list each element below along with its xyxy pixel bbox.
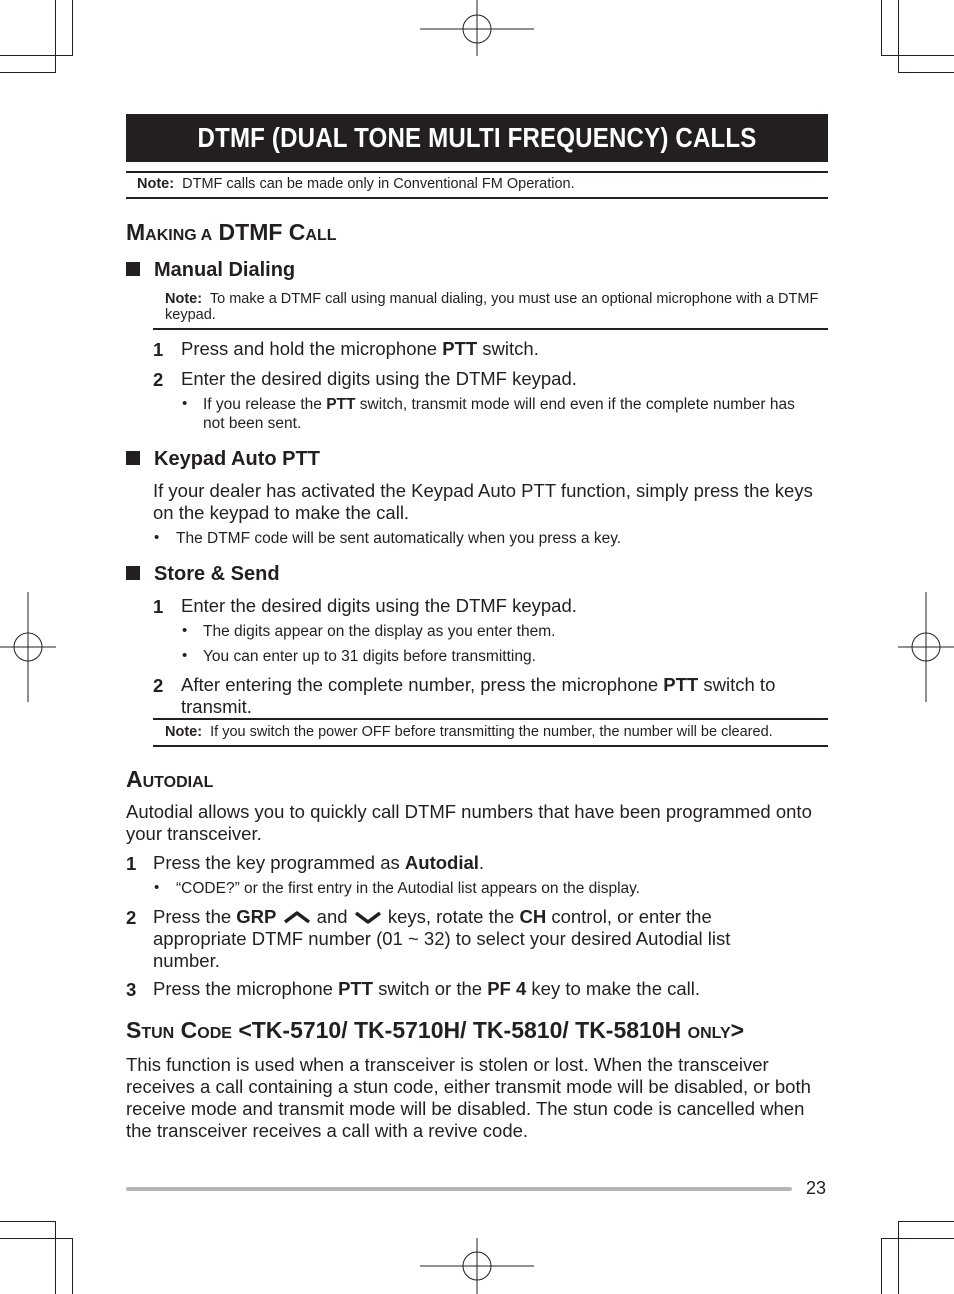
bullet-dot: • (182, 647, 188, 664)
section-heading-stun-code: STUN CODE <TK-5710/ TK-5710H/ TK-5810/ TK-5810H ONLY> (126, 1017, 745, 1043)
page-title: DTMF (DUAL TONE MULTI FREQUENCY) CALLS (197, 122, 757, 153)
crop-mark (898, 1221, 954, 1222)
footer-rule (126, 1187, 792, 1191)
divider (153, 745, 828, 747)
chevron-up-icon (282, 909, 312, 925)
bullet-text: The DTMF code will be sent automatically when you press a key. (176, 530, 622, 547)
step-text: Press and hold the microphone PTT switch. (181, 338, 539, 359)
step-number: 2 (153, 369, 164, 390)
step-number: 2 (153, 675, 164, 696)
step-number: 1 (153, 596, 164, 617)
crop-mark (72, 0, 73, 56)
crop-mark (898, 1222, 899, 1294)
crop-mark (0, 55, 72, 56)
note-store-send: Note: If you switch the power OFF before transmitting the number, the number will be cleared. (165, 724, 773, 740)
subheading-keypad-auto-ptt: Keypad Auto PTT (126, 448, 320, 471)
registration-mark-icon (420, 0, 534, 56)
section-heading-making-call: MAKING A DTMF CALL (126, 219, 337, 245)
step-number: 1 (153, 339, 164, 360)
bullet-dot: • (154, 529, 160, 546)
paragraph: If your dealer has activated the Keypad Auto PTT function, simply press the keys on the keypad to make the call. (153, 480, 813, 523)
bullet-dot: • (154, 879, 160, 896)
step-text: Enter the desired digits using the DTMF keypad. (181, 368, 577, 389)
step-text: Enter the desired digits using the DTMF keypad. (181, 595, 577, 616)
note-top (137, 176, 817, 192)
square-bullet-icon (126, 566, 140, 580)
registration-mark-icon (420, 1238, 534, 1294)
paragraph: Autodial allows you to quickly call DTMF numbers that have been programmed onto your transceiver. (126, 801, 812, 844)
crop-mark (0, 1238, 72, 1239)
step-number: 2 (126, 907, 137, 928)
registration-mark-icon (0, 592, 56, 702)
divider (126, 197, 828, 199)
crop-mark (898, 72, 954, 73)
chevron-down-icon (353, 909, 383, 925)
step-text: Press the GRP and keys, rotate the CH control, or enter the appropriate DTMF number (01 ~ 32) to select your desired Autodial list number. (153, 906, 731, 971)
divider (153, 328, 828, 330)
step-number: 1 (126, 853, 137, 874)
crop-mark (882, 55, 954, 56)
crop-mark (0, 72, 56, 73)
divider (126, 171, 828, 173)
registration-mark-icon (898, 592, 954, 702)
crop-mark (882, 1238, 954, 1239)
crop-mark (881, 1238, 882, 1294)
crop-mark (0, 1221, 56, 1222)
crop-mark (898, 0, 899, 72)
square-bullet-icon (126, 451, 140, 465)
page-number: 23 (806, 1178, 827, 1198)
bullet-text: If you release the PTT switch, transmit mode will end even if the complete number has not been sent. (203, 396, 795, 432)
divider (153, 718, 828, 720)
subheading-manual-dialing: Manual Dialing (126, 259, 295, 282)
step-number: 3 (126, 979, 137, 1000)
bullet-text: The digits appear on the display as you enter them. (203, 623, 556, 640)
subheading-store-send: Store & Send (126, 563, 280, 586)
section-heading-autodial: AUTODIAL (126, 766, 214, 792)
step-text: Press the microphone PTT switch or the PF 4 key to make the call. (153, 978, 701, 999)
square-bullet-icon (126, 262, 140, 276)
paragraph: This function is used when a transceiver is stolen or lost. When the transceiver receives a call containing a stun code, either transmit mode will be disabled, or both receive mode and transmit mode will be disabled. The stun code is cancelled when the transceiver receives a call with a revive code. (126, 1054, 811, 1141)
step-text: Press the key programmed as Autodial. (153, 852, 485, 873)
bullet-text: You can enter up to 31 digits before transmitting. (203, 648, 536, 665)
crop-mark (55, 0, 56, 72)
crop-mark (72, 1238, 73, 1294)
crop-mark (881, 0, 882, 56)
bullet-dot: • (182, 622, 188, 639)
step-text: After entering the complete number, press the microphone PTT switch to transmit. (181, 674, 776, 717)
note-text: DTMF calls can be made only in Conventional FM Operation. (182, 176, 575, 192)
note-manual-dialing: Note: To make a DTMF call using manual dialing, you must use an optional microphone with a DTMF keypad. (165, 291, 819, 323)
page-title-bar (126, 114, 828, 162)
crop-mark (55, 1222, 56, 1294)
note-label: Note: (137, 176, 175, 192)
bullet-text: “CODE?” or the first entry in the Autodial list appears on the display. (176, 880, 641, 897)
bullet-dot: • (182, 395, 188, 412)
